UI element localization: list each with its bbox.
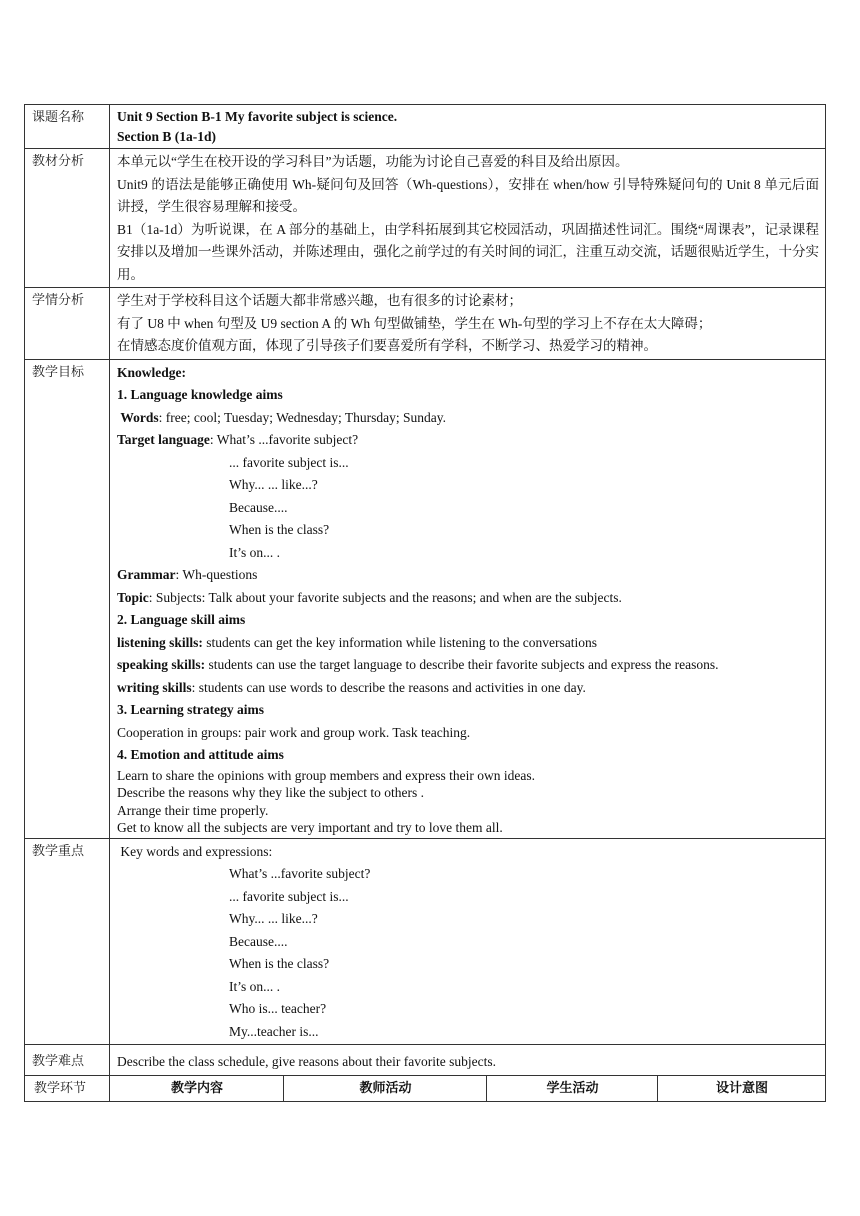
lesson-plan-table [24, 104, 826, 1102]
topic-label: Topic [117, 589, 149, 605]
students-content [110, 288, 826, 360]
row-difficulty [25, 1045, 826, 1076]
row-process [25, 1075, 826, 1102]
row-students [25, 288, 826, 360]
target-line: Why... ... like...? [229, 477, 318, 492]
emotion-line: Describe the reasons why they like the subject to others . [117, 785, 425, 800]
goals-content [110, 359, 826, 838]
topic-text: : Subjects: Talk about your favorite subjects and the reasons; and when are the subjects. [148, 589, 622, 605]
goals-grammar [117, 564, 819, 587]
difficulty-text: Describe the class schedule, give reasons about their favorite subjects. [110, 1045, 826, 1076]
target-line: When is the class? [229, 522, 330, 537]
col-student: 学生活动 [487, 1075, 658, 1102]
grammar-text: : Wh-questions [175, 567, 258, 582]
students-p3: 在情感态度价值观方面，体现了引导孩子们要喜爱所有学科，不断学习、热爱学习的精神。 [117, 338, 657, 353]
key-intro [117, 841, 819, 864]
label-key: 教学重点 [25, 838, 110, 1045]
key-intro-text: Key words and expressions: [120, 843, 273, 859]
material-content [110, 149, 826, 288]
students-p2: 有了 U8 中 when 句型及 U9 section A 的 Wh 句型做铺垫，学生在 Wh-句型的学习上不存在太大障碍； [117, 315, 712, 331]
target-line: It’s on... . [229, 544, 281, 560]
label-material: 教材分析 [25, 149, 110, 288]
label-difficulty: 教学难点 [25, 1045, 110, 1076]
key-line: Who is... teacher? [229, 1001, 327, 1016]
target-line: Because.... [229, 499, 288, 515]
students-p1: 学生对于学校科目这个话题大都非常感兴趣，也有很多的讨论素材； [117, 293, 522, 308]
emotion-line: Arrange their time properly. [117, 802, 269, 818]
target-label: Target language [117, 432, 210, 447]
material-p3: B1（1a-1d）为听说课，在 A 部分的基础上，由学科拓展到其它校园活动，巩固描述性词汇。围绕“周课表”，记录课程安排以及增加一些课外活动，并陈述理由，强化之前学过的有关时间的词汇，注重互动交流，话题很贴近学生，十分实用。 [117, 221, 820, 282]
topic-content [110, 105, 826, 149]
goals-topic [117, 587, 819, 610]
col-purpose: 设计意图 [658, 1075, 826, 1102]
row-material [25, 149, 826, 288]
speaking-label: speaking skills: [117, 657, 206, 672]
key-line: ... favorite subject is... [229, 888, 349, 904]
target-first: : What’s ...favorite subject? [209, 432, 359, 447]
speaking-text: students can use the target language to describe their favorite subjects and express the reasons. [205, 657, 719, 672]
key-line: Why... ... like...? [229, 911, 318, 926]
label-topic: 课题名称 [25, 105, 110, 149]
row-key [25, 838, 826, 1045]
goals-writing [117, 677, 819, 700]
key-line: When is the class? [229, 956, 330, 971]
goals-strategy: Cooperation in groups: pair work and group work. Task teaching. [117, 724, 471, 740]
key-line: What’s ...favorite subject? [229, 866, 371, 881]
key-line: My...teacher is... [229, 1023, 319, 1039]
words-label: Words [120, 409, 159, 425]
target-line: ... favorite subject is... [229, 454, 349, 470]
label-goals: 教学目标 [25, 359, 110, 838]
topic-title: Unit 9 Section B-1 My favorite subject is science. [117, 109, 398, 124]
material-p2: Unit9 的语法是能够正确使用 Wh-疑问句及回答（Wh-questions），安排在 when/how 引导特殊疑问句的 Unit 8 单元后面讲授，学生很容易理解和接受。 [117, 176, 820, 214]
goals-h4: 4. Emotion and attitude aims [117, 747, 284, 762]
col-teacher: 教师活动 [284, 1075, 487, 1102]
col-content: 教学内容 [110, 1075, 284, 1102]
writing-text: : students can use words to describe the reasons and activities in one day. [191, 679, 586, 695]
label-students: 学情分析 [25, 288, 110, 360]
key-content [110, 838, 826, 1045]
row-topic [25, 105, 826, 149]
writing-label: writing skills [117, 679, 192, 695]
goals-words [117, 407, 819, 430]
topic-section: Section B (1a-1d) [117, 129, 216, 144]
key-line: Because.... [229, 933, 288, 949]
words-text: : free; cool; Tuesday; Wednesday; Thursday; Sunday. [158, 409, 447, 425]
grammar-label: Grammar [117, 567, 176, 582]
material-p1: 本单元以“学生在校开设的学习科目”为话题，功能为讨论自己喜爱的科目及给出原因。 [117, 154, 629, 169]
emotion-line: Learn to share the opinions with group members and express their own ideas. [117, 767, 536, 783]
goals-listening [117, 632, 819, 655]
goals-h3: 3. Learning strategy aims [117, 702, 264, 717]
key-line: It’s on... . [229, 978, 281, 994]
label-process: 教学环节 [25, 1075, 110, 1102]
listening-label: listening skills: [117, 634, 203, 650]
row-goals [25, 359, 826, 838]
goals-speaking [117, 654, 819, 677]
listening-text: students can get the key information while listening to the conversations [202, 634, 597, 650]
goals-h2: 2. Language skill aims [117, 612, 246, 627]
goals-target [117, 429, 819, 452]
goals-knowledge-heading: Knowledge: [117, 364, 186, 380]
emotion-line: Get to know all the subjects are very important and try to love them all. [117, 820, 503, 835]
goals-h1: 1. Language knowledge aims [117, 387, 283, 402]
